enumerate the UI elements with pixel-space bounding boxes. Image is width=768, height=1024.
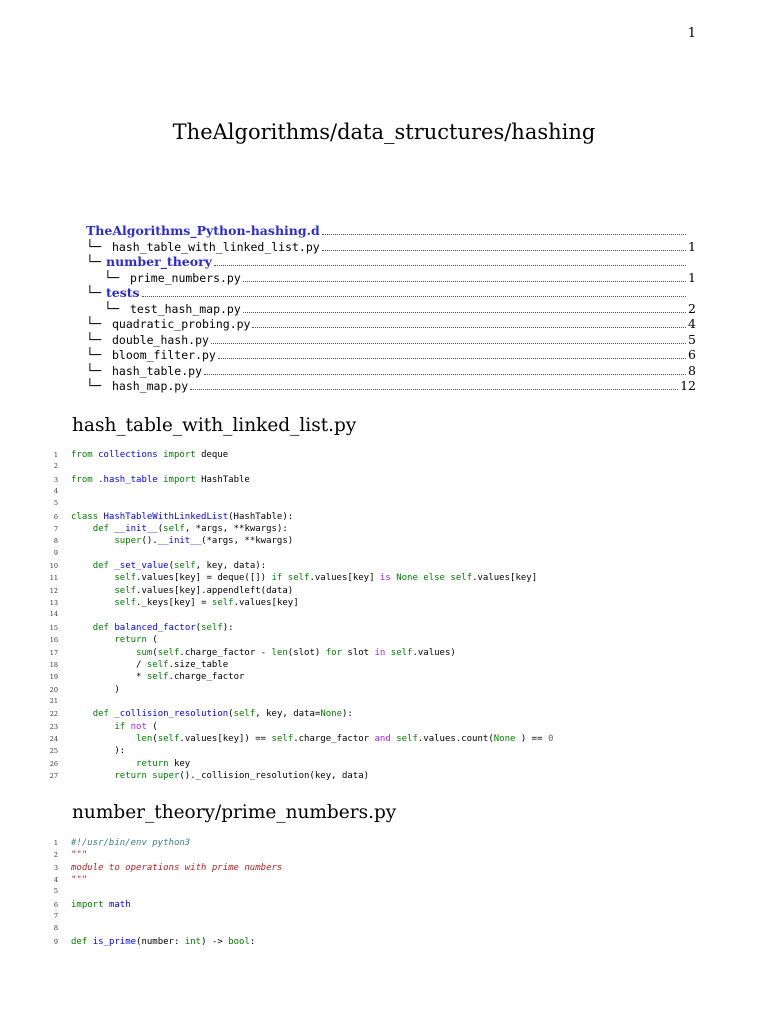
line-number: 13: [49, 599, 58, 608]
code-line: [44, 863, 724, 875]
line-number: 24: [49, 734, 58, 743]
toc-page-number: 6: [688, 347, 696, 362]
code-text: #!/usr/bin/env python3: [71, 838, 191, 848]
toc-entry[interactable]: [86, 347, 696, 363]
line-number: 8: [53, 924, 58, 933]
code-line: [44, 759, 724, 771]
code-block: [44, 450, 724, 783]
code-text: def is_prime(number: int) -> bool:: [71, 936, 256, 947]
code-line: [44, 685, 724, 697]
tree-branch-icon: └─: [86, 378, 102, 393]
code-line: [44, 771, 724, 783]
code-text: sum(self.charge_factor - len(slot) for slot in self.values): [136, 647, 456, 658]
code-line: [44, 610, 724, 622]
toc-leader-dots: [214, 256, 686, 266]
toc-leader-dots: [252, 318, 686, 328]
code-text: return (: [114, 635, 158, 646]
code-line: [44, 512, 724, 524]
line-number: 22: [49, 710, 58, 719]
line-number: 10: [49, 562, 58, 571]
tree-branch-icon: └─: [104, 300, 120, 316]
line-number: 7: [53, 525, 58, 534]
toc-entry-name: prime_numbers.py: [130, 270, 241, 285]
code-text: / self.size_table: [71, 659, 229, 670]
toc-entry[interactable]: [86, 378, 696, 394]
code-line: [44, 924, 724, 936]
code-text: return key: [136, 758, 191, 769]
toc-entry-name: bloom_filter.py: [112, 348, 216, 362]
toc-entry[interactable]: [86, 270, 696, 286]
line-number: 15: [49, 623, 58, 632]
line-number: 2: [53, 462, 58, 471]
line-number: 26: [49, 759, 58, 768]
toc-entry-name: double_hash.py: [112, 332, 209, 347]
code-text: """: [71, 875, 88, 886]
code-text: self.values[key].appendleft(data): [114, 585, 294, 596]
line-number: 17: [49, 648, 58, 657]
code-line: [44, 450, 724, 462]
line-number: 6: [53, 900, 58, 909]
tree-branch-icon: └─: [104, 269, 120, 285]
section-heading: number_theory/prime_numbers.py: [72, 802, 397, 823]
code-line: [44, 648, 724, 660]
line-number: 3: [53, 863, 58, 872]
toc-entry-name: hash_table_with_linked_list.py: [112, 239, 320, 254]
line-number: 4: [53, 487, 58, 496]
toc-entry[interactable]: [86, 301, 696, 317]
code-text: super().__init__(*args, **kwargs): [114, 536, 294, 547]
line-number: 5: [53, 887, 58, 896]
toc-leader-dots: [218, 349, 686, 359]
line-number: 3: [53, 475, 58, 484]
toc-entry[interactable]: [86, 332, 696, 348]
code-text: from .hash_table import HashTable: [71, 474, 250, 485]
line-number: 16: [49, 636, 58, 645]
tree-branch-icon: └─: [86, 362, 102, 378]
toc-entry[interactable]: [86, 363, 696, 379]
code-text: module to operations with prime numbers: [71, 862, 283, 873]
code-text: self.values[key] = deque([]) if self.values[key] is None else self.values[key]: [114, 573, 538, 584]
line-number: 4: [53, 876, 58, 885]
toc-entry[interactable]: [86, 285, 696, 301]
line-number: 8: [53, 537, 58, 546]
code-line: [44, 672, 724, 684]
toc-entry[interactable]: [86, 223, 696, 239]
code-line: [44, 524, 724, 536]
code-line: [44, 598, 724, 610]
table-of-contents: [86, 223, 696, 394]
line-number: 5: [53, 499, 58, 508]
toc-entry-name: TheAlgorithms_Python-hashing.d: [86, 223, 320, 238]
code-line: [44, 850, 724, 862]
line-number: 9: [53, 548, 58, 557]
code-line: [44, 722, 724, 734]
code-text: ): [71, 684, 120, 695]
toc-page-number: 4: [688, 316, 696, 331]
toc-leader-dots: [190, 380, 678, 390]
line-number: 2: [53, 851, 58, 860]
line-number: 19: [49, 673, 58, 682]
code-text: def balanced_factor(self):: [92, 622, 234, 633]
code-line: [44, 900, 724, 912]
toc-entry-name: tests: [106, 285, 140, 300]
code-text: if not (: [114, 721, 158, 732]
tree-branch-icon: └─: [86, 331, 102, 347]
toc-leader-dots: [204, 365, 686, 375]
line-number: 21: [49, 696, 58, 705]
line-number: 18: [49, 660, 58, 669]
toc-entry-name: quadratic_probing.py: [112, 317, 251, 331]
code-block: [44, 838, 724, 949]
code-line: [44, 838, 724, 850]
line-number: 12: [49, 586, 58, 595]
toc-entry[interactable]: [86, 316, 696, 332]
code-line: [44, 635, 724, 647]
code-line: [44, 549, 724, 561]
toc-entry-name: hash_map.py: [112, 379, 189, 393]
code-line: [44, 937, 724, 949]
toc-entry-name: number_theory: [106, 254, 212, 269]
code-line: [44, 746, 724, 758]
code-text: import math: [71, 899, 131, 910]
line-number: 27: [49, 771, 58, 780]
line-number: 23: [49, 722, 58, 731]
code-text: from collections import deque: [71, 450, 229, 460]
code-line: [44, 499, 724, 511]
toc-page-number: 12: [680, 378, 696, 393]
tree-branch-icon: └─: [86, 238, 102, 254]
code-line: [44, 586, 724, 598]
code-text: self._keys[key] = self.values[key]: [114, 598, 299, 609]
code-line: [44, 561, 724, 573]
code-text: def _set_value(self, key, data):: [92, 561, 267, 572]
code-line: [44, 536, 724, 548]
tree-branch-icon: └─: [86, 316, 102, 331]
line-number: 20: [49, 685, 58, 694]
toc-page-number: 2: [688, 300, 696, 316]
line-number: 6: [53, 512, 58, 521]
code-line: [44, 887, 724, 899]
toc-leader-dots: [243, 303, 686, 313]
tree-branch-icon: └─: [86, 254, 102, 269]
line-number: 25: [49, 747, 58, 756]
toc-leader-dots: [243, 272, 686, 282]
code-text: * self.charge_factor: [71, 672, 245, 683]
code-line: [44, 734, 724, 746]
code-line: [44, 660, 724, 672]
section-heading: hash_table_with_linked_list.py: [72, 415, 357, 436]
line-number: 11: [49, 574, 58, 583]
code-text: def __init__(self, *args, **kwargs):: [92, 524, 288, 535]
code-line: [44, 709, 724, 721]
tree-branch-icon: └─: [86, 285, 102, 300]
toc-leader-dots: [322, 241, 686, 251]
toc-entry[interactable]: [86, 239, 696, 255]
toc-leader-dots: [142, 287, 686, 297]
line-number: 1: [53, 451, 58, 459]
tree-branch-icon: └─: [86, 347, 102, 362]
code-line: [44, 475, 724, 487]
line-number: 7: [53, 912, 58, 921]
line-number: 9: [53, 937, 58, 946]
page-number: 1: [687, 26, 696, 41]
toc-page-number: 8: [688, 362, 696, 378]
toc-page-number: 1: [688, 269, 696, 285]
code-line: [44, 573, 724, 585]
code-text: ):: [71, 746, 126, 757]
toc-leader-dots: [322, 225, 686, 235]
toc-leader-dots: [211, 334, 686, 344]
code-line: [44, 697, 724, 709]
line-number: 1: [53, 839, 58, 847]
code-line: [44, 875, 724, 887]
toc-page-number: 1: [688, 238, 696, 254]
toc-entry-name: hash_table.py: [112, 363, 203, 378]
document-title: TheAlgorithms/data_structures/hashing: [172, 120, 596, 144]
code-line: [44, 623, 724, 635]
code-text: """: [71, 850, 88, 861]
code-line: [44, 462, 724, 474]
toc-entry-name: test_hash_map.py: [130, 301, 241, 316]
code-text: len(self.values[key]) == self.charge_factor and self.values.count(None ) == 0: [136, 733, 554, 744]
code-line: [44, 912, 724, 924]
code-line: [44, 487, 724, 499]
line-number: 14: [49, 610, 58, 619]
code-text: class HashTableWithLinkedList(HashTable):: [71, 511, 294, 522]
toc-page-number: 5: [688, 331, 696, 347]
code-text: return super()._collision_resolution(key, data): [114, 770, 370, 781]
code-text: def _collision_resolution(self, key, data=None):: [92, 709, 353, 720]
toc-entry[interactable]: [86, 254, 696, 270]
